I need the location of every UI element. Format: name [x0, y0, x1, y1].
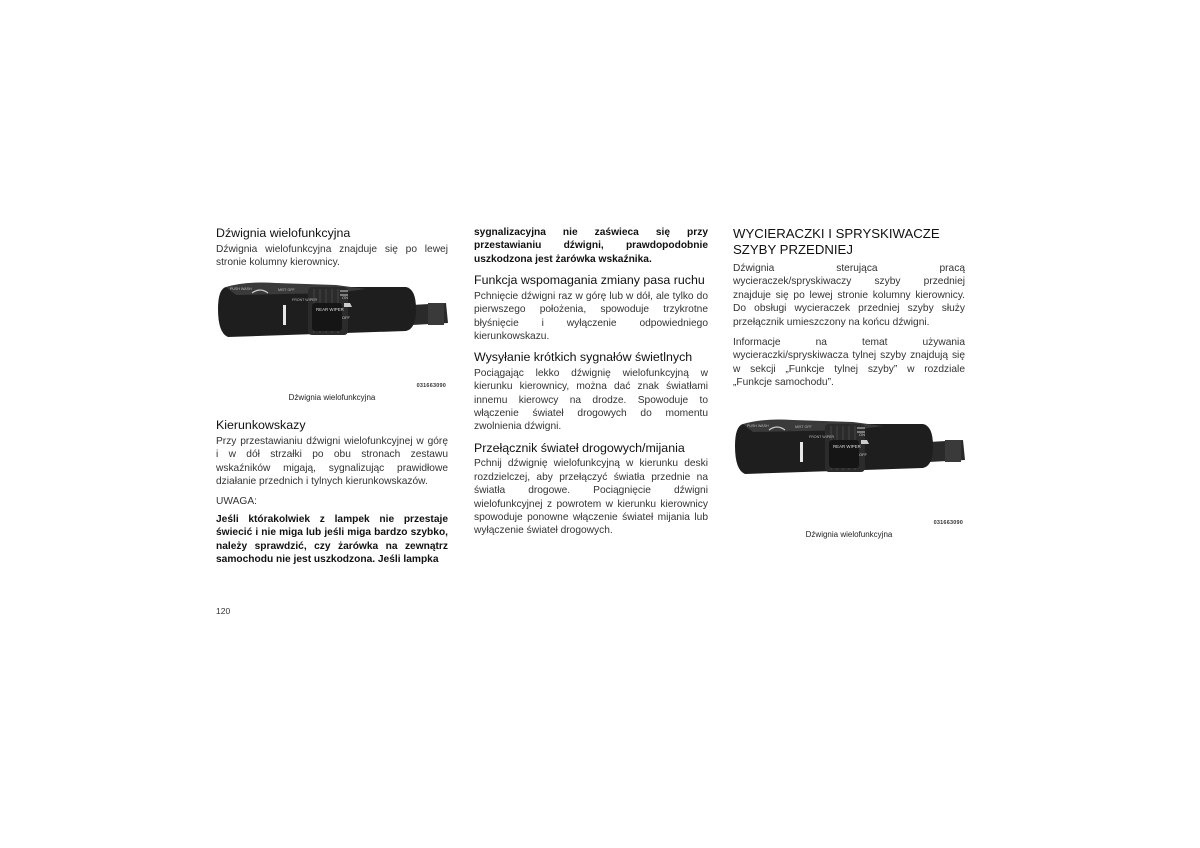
heading-turn-signals: Kierunkowskazy: [216, 418, 306, 433]
fig2-label-push-wash: PUSH WASH: [747, 423, 769, 428]
heading-wipers-washers: WYCIERACZKI I SPRYSKIWACZE SZYBY PRZEDNIEJ: [733, 226, 940, 257]
column-3: [733, 226, 965, 555]
fig1-label-front-wiper: FRONT WIPER: [292, 298, 318, 303]
lever-illustration-2: [733, 418, 965, 530]
fig2-label-rear-wiper: REAR WIPER: [833, 443, 861, 449]
paragraph-wiper-control: Dźwignia sterująca pracą wycieraczek/spryskiwaczy szyby przedniej znajduje się po lewej stronie kolumny kierownicy. Do obsługi wycieraczek przedniej szyby służy przełącznik umieszczony na końcu dźwigni.: [733, 263, 965, 328]
note-text: Jeśli którakolwiek z lampek nie przestaje świecić i nie miga lub jeśli miga bardzo szybko, należy sprawdzić, czy żarówka na zewnątrz samochodu nie jest uszkodzona. Jeśli lampka: [216, 513, 448, 566]
fig1-label-on: ON: [342, 295, 348, 301]
paragraph-lever-location: Dźwignia wielofunkcyjna znajduje się po lewej stronie kolumny kierownicy.: [216, 243, 448, 268]
figure-code: 031663090: [416, 383, 446, 390]
heading-multifunction-lever: Dźwignia wielofunkcyjna: [216, 226, 351, 240]
fig1-label-push-wash: PUSH WASH: [230, 287, 252, 292]
figure-caption-2: Dźwignia wielofunkcyjna: [805, 529, 893, 539]
paragraph-rear-wiper-info: Informacje na temat używania wycieraczki/spryskiwacza tylnej szyby znajdują się w sekcji „Funkcje tylnej szyby” w rozdziale „Funkcje samochodu”.: [733, 337, 965, 389]
paragraph-high-low-beam: Pchnij dźwignię wielofunkcyjną w kierunku deski rozdzielczej, aby przełączyć światła przednie na światła drogowe. Pociągnięcie dźwigni wielofunkcyjnej z powrotem w kierunku kierownicy spowoduje ponowne włączenie świateł mijania lub wyłączenie świateł drogowych.: [474, 458, 708, 537]
figure-multifunction-lever: [216, 281, 448, 393]
page-number: 120: [216, 606, 231, 616]
paragraph-turn-signals: Przy przestawianiu dźwigni wielofunkcyjnej w górę i w dół strzałki po obu stronach zestawu wskaźników migają, sygnalizując prawidłowe działanie przednich i tylnych kierunkowskazów.: [216, 435, 448, 488]
paragraph-flash-to-pass: Pociągając lekko dźwignię wielofunkcyjną w kierunku kierownicy, można dać znak światłami innemu kierowcy na drodze. Spowoduje to włączenie świateł drogowych do momentu zwolnienia dźwigni.: [474, 367, 708, 433]
figure-multifunction-lever-2: [733, 418, 965, 530]
fig2-label-on: ON: [859, 431, 865, 437]
heading-high-low-beam: Przełącznik świateł drogowych/mijania: [474, 440, 685, 455]
column-2: [474, 226, 708, 545]
figure-caption: Dźwignia wielofunkcyjna: [288, 393, 376, 403]
fig1-label-rear-wiper: REAR WIPER: [316, 307, 344, 313]
fig2-label-off: OFF: [859, 451, 867, 457]
fig1-label-mist-off: MIST OFF: [278, 288, 295, 293]
note-text-continued: sygnalizacyjna nie zaświeca się przy przestawianiu dźwigni, prawdopodobnie uszkodzona jest żarówka wskaźnika.: [474, 227, 708, 265]
lever-illustration: [216, 281, 448, 393]
paragraph-lane-change-assist: Pchnięcie dźwigni raz w górę lub w dół, ale tylko do pierwszego położenia, spowoduje trzykrotne błyśnięcie i wyłączenie odpowiedniego kierunkowskazu.: [474, 290, 708, 342]
column-1: [216, 226, 448, 573]
fig1-label-off: OFF: [342, 315, 350, 321]
note-label: UWAGA:: [216, 496, 257, 508]
fig2-label-front-wiper: FRONT WIPER: [809, 434, 835, 439]
heading-lane-change-assist: Funkcja wspomagania zmiany pasa ruchu: [474, 273, 705, 288]
figure-code-2: 031663090: [933, 519, 963, 526]
fig2-label-mist-off: MIST OFF: [795, 424, 812, 429]
heading-flash-to-pass: Wysyłanie krótkich sygnałów świetlnych: [474, 350, 693, 365]
